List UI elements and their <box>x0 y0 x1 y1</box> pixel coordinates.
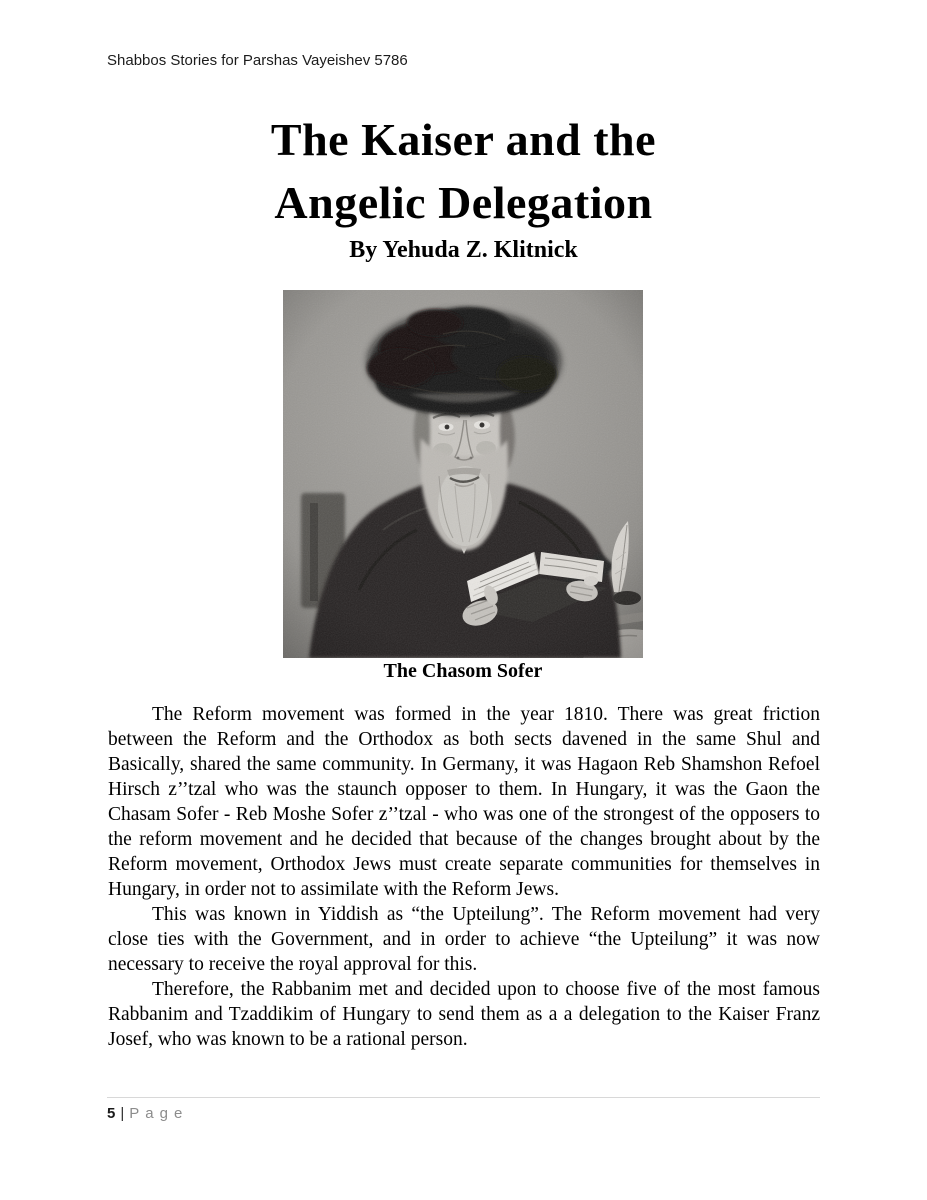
title-line-1: The Kaiser and the <box>270 114 657 165</box>
footer-divider <box>107 1097 820 1098</box>
article-byline: By Yehuda Z. Klitnick <box>349 237 578 263</box>
footer-separator: | <box>120 1105 125 1122</box>
page-footer <box>107 1097 820 1122</box>
article-body <box>108 702 820 1052</box>
article-title <box>0 108 927 234</box>
body-paragraph: This was known in Yiddish as “the Upteilung”. The Reform movement had very close ties with the Government, and in order to achieve “the Upteilung” it was now necessary to receive the royal approval for this. <box>108 904 820 975</box>
portrait-illustration <box>283 290 643 658</box>
portrait-figure <box>283 290 643 682</box>
portrait-image <box>283 290 643 658</box>
footer-text <box>107 1105 820 1122</box>
body-paragraph: The Reform movement was formed in the year 1810. There was great friction between the Reform and the Orthodox as both sects davened in the same Shul and Basically, shared the same community. In Germany, it was Hagaon Reb Shamshon Refoel Hirsch z’’tzal who was the staunch opposer to them. In Hungary, it was the Gaon the Chasam Sofer - Reb Moshe Sofer z’’tzal - who was one of the strongest of the opposers to the reform movement and he decided that because of the changes brought about by the Reform movement, Orthodox Jews must create separate communities for themselves in Hungary, in order not to assimilate with the Reform Jews. <box>108 704 820 900</box>
title-line-2: Angelic Delegation <box>274 177 653 228</box>
page-number: 5 <box>107 1105 116 1122</box>
image-caption: The Chasom Sofer <box>383 660 543 682</box>
body-paragraph: Therefore, the Rabbanim met and decided upon to choose five of the most famous Rabbanim and Tzaddikim of Hungary to send them as a a delegation to the Kaiser Franz Josef, who was known to be a rational person. <box>108 979 820 1050</box>
footer-page-label: Page <box>129 1105 189 1122</box>
running-header: Shabbos Stories for Parshas Vayeishev 5786 <box>107 52 408 69</box>
